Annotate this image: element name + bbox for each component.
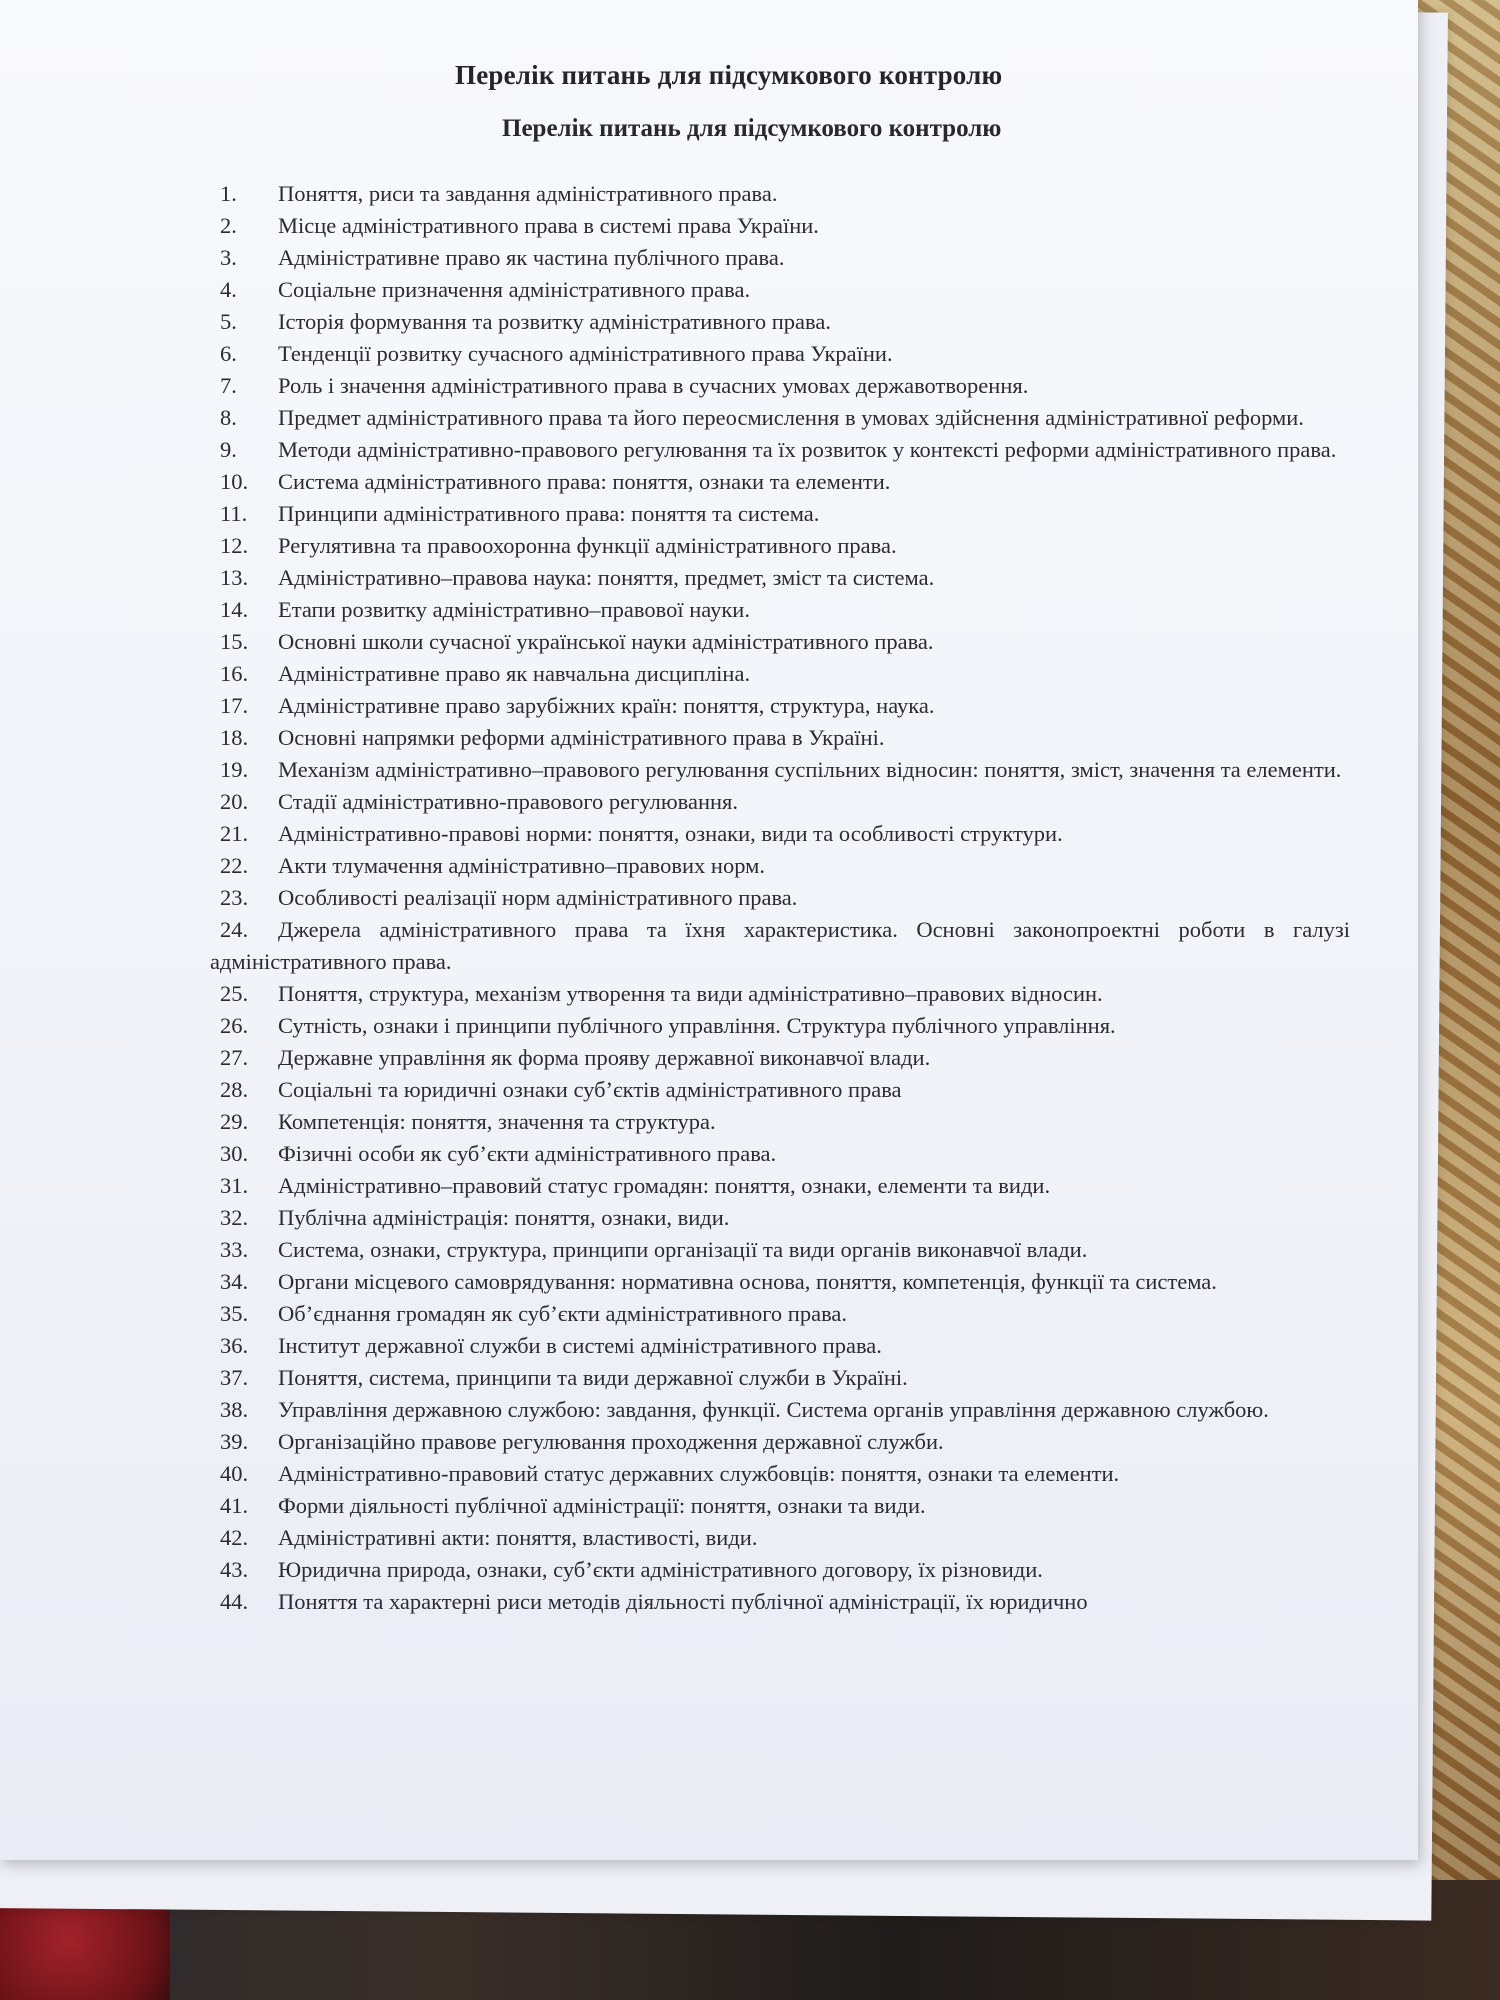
question-text: Поняття, структура, механізм утворення та види адміністративно–правових відносин. [278, 981, 1103, 1006]
question-item [210, 434, 1350, 466]
question-number: 34. [220, 1269, 249, 1294]
question-item [210, 1266, 1350, 1298]
question-item [210, 1010, 1350, 1042]
question-text: Адміністративно–правова наука: поняття, предмет, зміст та система. [278, 565, 935, 590]
question-item [210, 530, 1350, 562]
question-number: 4. [220, 277, 237, 302]
question-number: 25. [220, 981, 249, 1006]
question-text: Історія формування та розвитку адміністративного права. [278, 309, 831, 334]
question-number: 17. [220, 693, 249, 718]
question-item [210, 1458, 1350, 1490]
question-list [210, 178, 1350, 1618]
question-number: 29. [220, 1109, 249, 1134]
question-number: 21. [220, 821, 249, 846]
question-text: Тенденції розвитку сучасного адміністративного права України. [278, 341, 893, 366]
question-item [210, 1170, 1350, 1202]
question-item [210, 1426, 1350, 1458]
question-number: 6. [220, 341, 237, 366]
question-number: 44. [220, 1589, 249, 1614]
question-text: Методи адміністративно-правового регулювання та їх розвиток у контексті реформи адміністративного права. [278, 437, 1337, 462]
question-number: 40. [220, 1461, 249, 1486]
question-number: 33. [220, 1237, 249, 1262]
question-text: Сутність, ознаки і принципи публічного управління. Структура публічного управління. [278, 1013, 1116, 1038]
question-number: 15. [220, 629, 249, 654]
question-text: Предмет адміністративного права та його переосмислення в умовах здійснення адміністративної реформи. [278, 405, 1304, 430]
question-number: 27. [220, 1045, 249, 1070]
question-number: 23. [220, 885, 249, 910]
question-number: 32. [220, 1205, 249, 1230]
question-item [210, 978, 1350, 1010]
question-number: 38. [220, 1397, 249, 1422]
question-number: 37. [220, 1365, 249, 1390]
question-text: Система, ознаки, структура, принципи організації та види органів виконавчої влади. [278, 1237, 1088, 1262]
question-text: Система адміністративного права: поняття, ознаки та елементи. [278, 469, 891, 494]
question-number: 9. [220, 437, 237, 462]
question-text: Стадії адміністративно-правового регулювання. [278, 789, 739, 814]
question-text: Соціальне призначення адміністративного права. [278, 277, 751, 302]
question-text: Регулятивна та правоохоронна функції адміністративного права. [278, 533, 897, 558]
question-item [210, 1074, 1350, 1106]
question-text: Компетенція: поняття, значення та структура. [278, 1109, 716, 1134]
question-text: Адміністративне право зарубіжних країн: поняття, структура, наука. [278, 693, 935, 718]
question-text: Поняття та характерні риси методів діяльності публічної адміністрації, їх юридично [278, 1589, 1088, 1614]
question-text: Джерела адміністративного права та їхня характеристика. Основні законопроектні роботи в галузі адміністративного права. [210, 917, 1350, 974]
question-number: 14. [220, 597, 249, 622]
question-number: 43. [220, 1557, 249, 1582]
question-item [210, 1106, 1350, 1138]
document-subtitle: Перелік питань для підсумкового контролю [502, 115, 1002, 142]
question-text: Юридична природа, ознаки, суб’єкти адміністративного договору, їх різновиди. [278, 1557, 1043, 1582]
question-item [210, 402, 1350, 434]
question-item [210, 1298, 1350, 1330]
question-item [210, 1138, 1350, 1170]
question-text: Адміністративне право як навчальна дисципліна. [278, 661, 751, 686]
question-text: Публічна адміністрація: поняття, ознаки, види. [278, 1205, 730, 1230]
question-item [210, 178, 1350, 210]
question-item [210, 338, 1350, 370]
question-item [210, 562, 1350, 594]
question-text: Соціальні та юридичні ознаки суб’єктів адміністративного права [278, 1077, 902, 1102]
question-text: Державне управління як форма прояву державної виконавчої влади. [278, 1045, 931, 1070]
question-text: Місце адміністративного права в системі права України. [278, 213, 819, 238]
question-item [210, 1042, 1350, 1074]
question-item [210, 242, 1350, 274]
question-text: Адміністративне право як частина публічного права. [278, 245, 785, 270]
question-item [210, 498, 1350, 530]
question-item [210, 370, 1350, 402]
question-number: 13. [220, 565, 249, 590]
question-item [210, 914, 1350, 978]
question-number: 2. [220, 213, 237, 238]
question-number: 18. [220, 725, 249, 750]
question-text: Адміністративно-правові норми: поняття, ознаки, види та особливості структури. [278, 821, 1063, 846]
question-item [210, 1202, 1350, 1234]
question-number: 36. [220, 1333, 249, 1358]
question-item [210, 466, 1350, 498]
question-item [210, 1586, 1350, 1618]
question-number: 20. [220, 789, 249, 814]
question-text: Особливості реалізації норм адміністративного права. [278, 885, 798, 910]
question-text: Основні напрямки реформи адміністративного права в Україні. [278, 725, 885, 750]
question-number: 30. [220, 1141, 249, 1166]
question-item [210, 1330, 1350, 1362]
question-number: 3. [220, 245, 237, 270]
question-text: Організаційно правове регулювання проходження державної служби. [278, 1429, 944, 1454]
question-text: Форми діяльності публічної адміністрації: поняття, ознаки та види. [278, 1493, 926, 1518]
question-number: 19. [220, 757, 249, 782]
document-title: Перелік питань для підсумкового контролю [455, 60, 1003, 90]
question-text: Інститут державної служби в системі адміністративного права. [278, 1333, 882, 1358]
question-text: Фізичні особи як суб’єкти адміністративного права. [278, 1141, 777, 1166]
question-text: Роль і значення адміністративного права в сучасних умовах державотворення. [278, 373, 1029, 398]
question-item [210, 1234, 1350, 1266]
question-text: Адміністративно-правовий статус державних службовців: поняття, ознаки та елементи. [278, 1461, 1120, 1486]
question-item [210, 690, 1350, 722]
question-item [210, 1394, 1350, 1426]
question-text: Адміністративно–правовий статус громадян: поняття, ознаки, елементи та види. [278, 1173, 1051, 1198]
question-number: 8. [220, 405, 237, 430]
question-text: Об’єднання громадян як суб’єкти адміністративного права. [278, 1301, 848, 1326]
question-item [210, 818, 1350, 850]
question-item [210, 754, 1350, 786]
question-text: Етапи розвитку адміністративно–правової науки. [278, 597, 750, 622]
question-item [210, 722, 1350, 754]
question-number: 41. [220, 1493, 249, 1518]
question-item [210, 626, 1350, 658]
question-item [210, 1522, 1350, 1554]
question-number: 24. [220, 917, 249, 942]
question-text: Механізм адміністративно–правового регулювання суспільних відносин: поняття, зміст, значення та елементи. [278, 757, 1342, 782]
question-item [210, 306, 1350, 338]
question-number: 31. [220, 1173, 249, 1198]
question-number: 10. [220, 469, 249, 494]
question-item [210, 882, 1350, 914]
question-number: 12. [220, 533, 249, 558]
question-text: Акти тлумачення адміністративно–правових норм. [278, 853, 765, 878]
question-number: 7. [220, 373, 237, 398]
question-item [210, 594, 1350, 626]
question-number: 26. [220, 1013, 249, 1038]
question-text: Органи місцевого самоврядування: нормативна основа, поняття, компетенція, функції та система. [278, 1269, 1217, 1294]
question-number: 42. [220, 1525, 249, 1550]
question-item [210, 1490, 1350, 1522]
question-text: Основні школи сучасної української науки адміністративного права. [278, 629, 934, 654]
question-number: 11. [220, 501, 248, 526]
question-number: 5. [220, 309, 237, 334]
question-text: Принципи адміністративного права: поняття та система. [278, 501, 820, 526]
question-number: 1. [220, 181, 237, 206]
question-item [210, 850, 1350, 882]
question-number: 39. [220, 1429, 249, 1454]
question-text: Поняття, система, принципи та види державної служби в Україні. [278, 1365, 908, 1390]
question-item [210, 274, 1350, 306]
question-item [210, 210, 1350, 242]
question-number: 16. [220, 661, 249, 686]
question-text: Поняття, риси та завдання адміністративного права. [278, 181, 778, 206]
question-item [210, 658, 1350, 690]
question-number: 35. [220, 1301, 249, 1326]
question-text: Адміністративні акти: поняття, властивості, види. [278, 1525, 758, 1550]
question-item [210, 786, 1350, 818]
question-item [210, 1362, 1350, 1394]
question-number: 22. [220, 853, 249, 878]
question-number: 28. [220, 1077, 249, 1102]
question-text: Управління державною службою: завдання, функції. Система органів управління державною службою. [278, 1397, 1269, 1422]
question-item [210, 1554, 1350, 1586]
